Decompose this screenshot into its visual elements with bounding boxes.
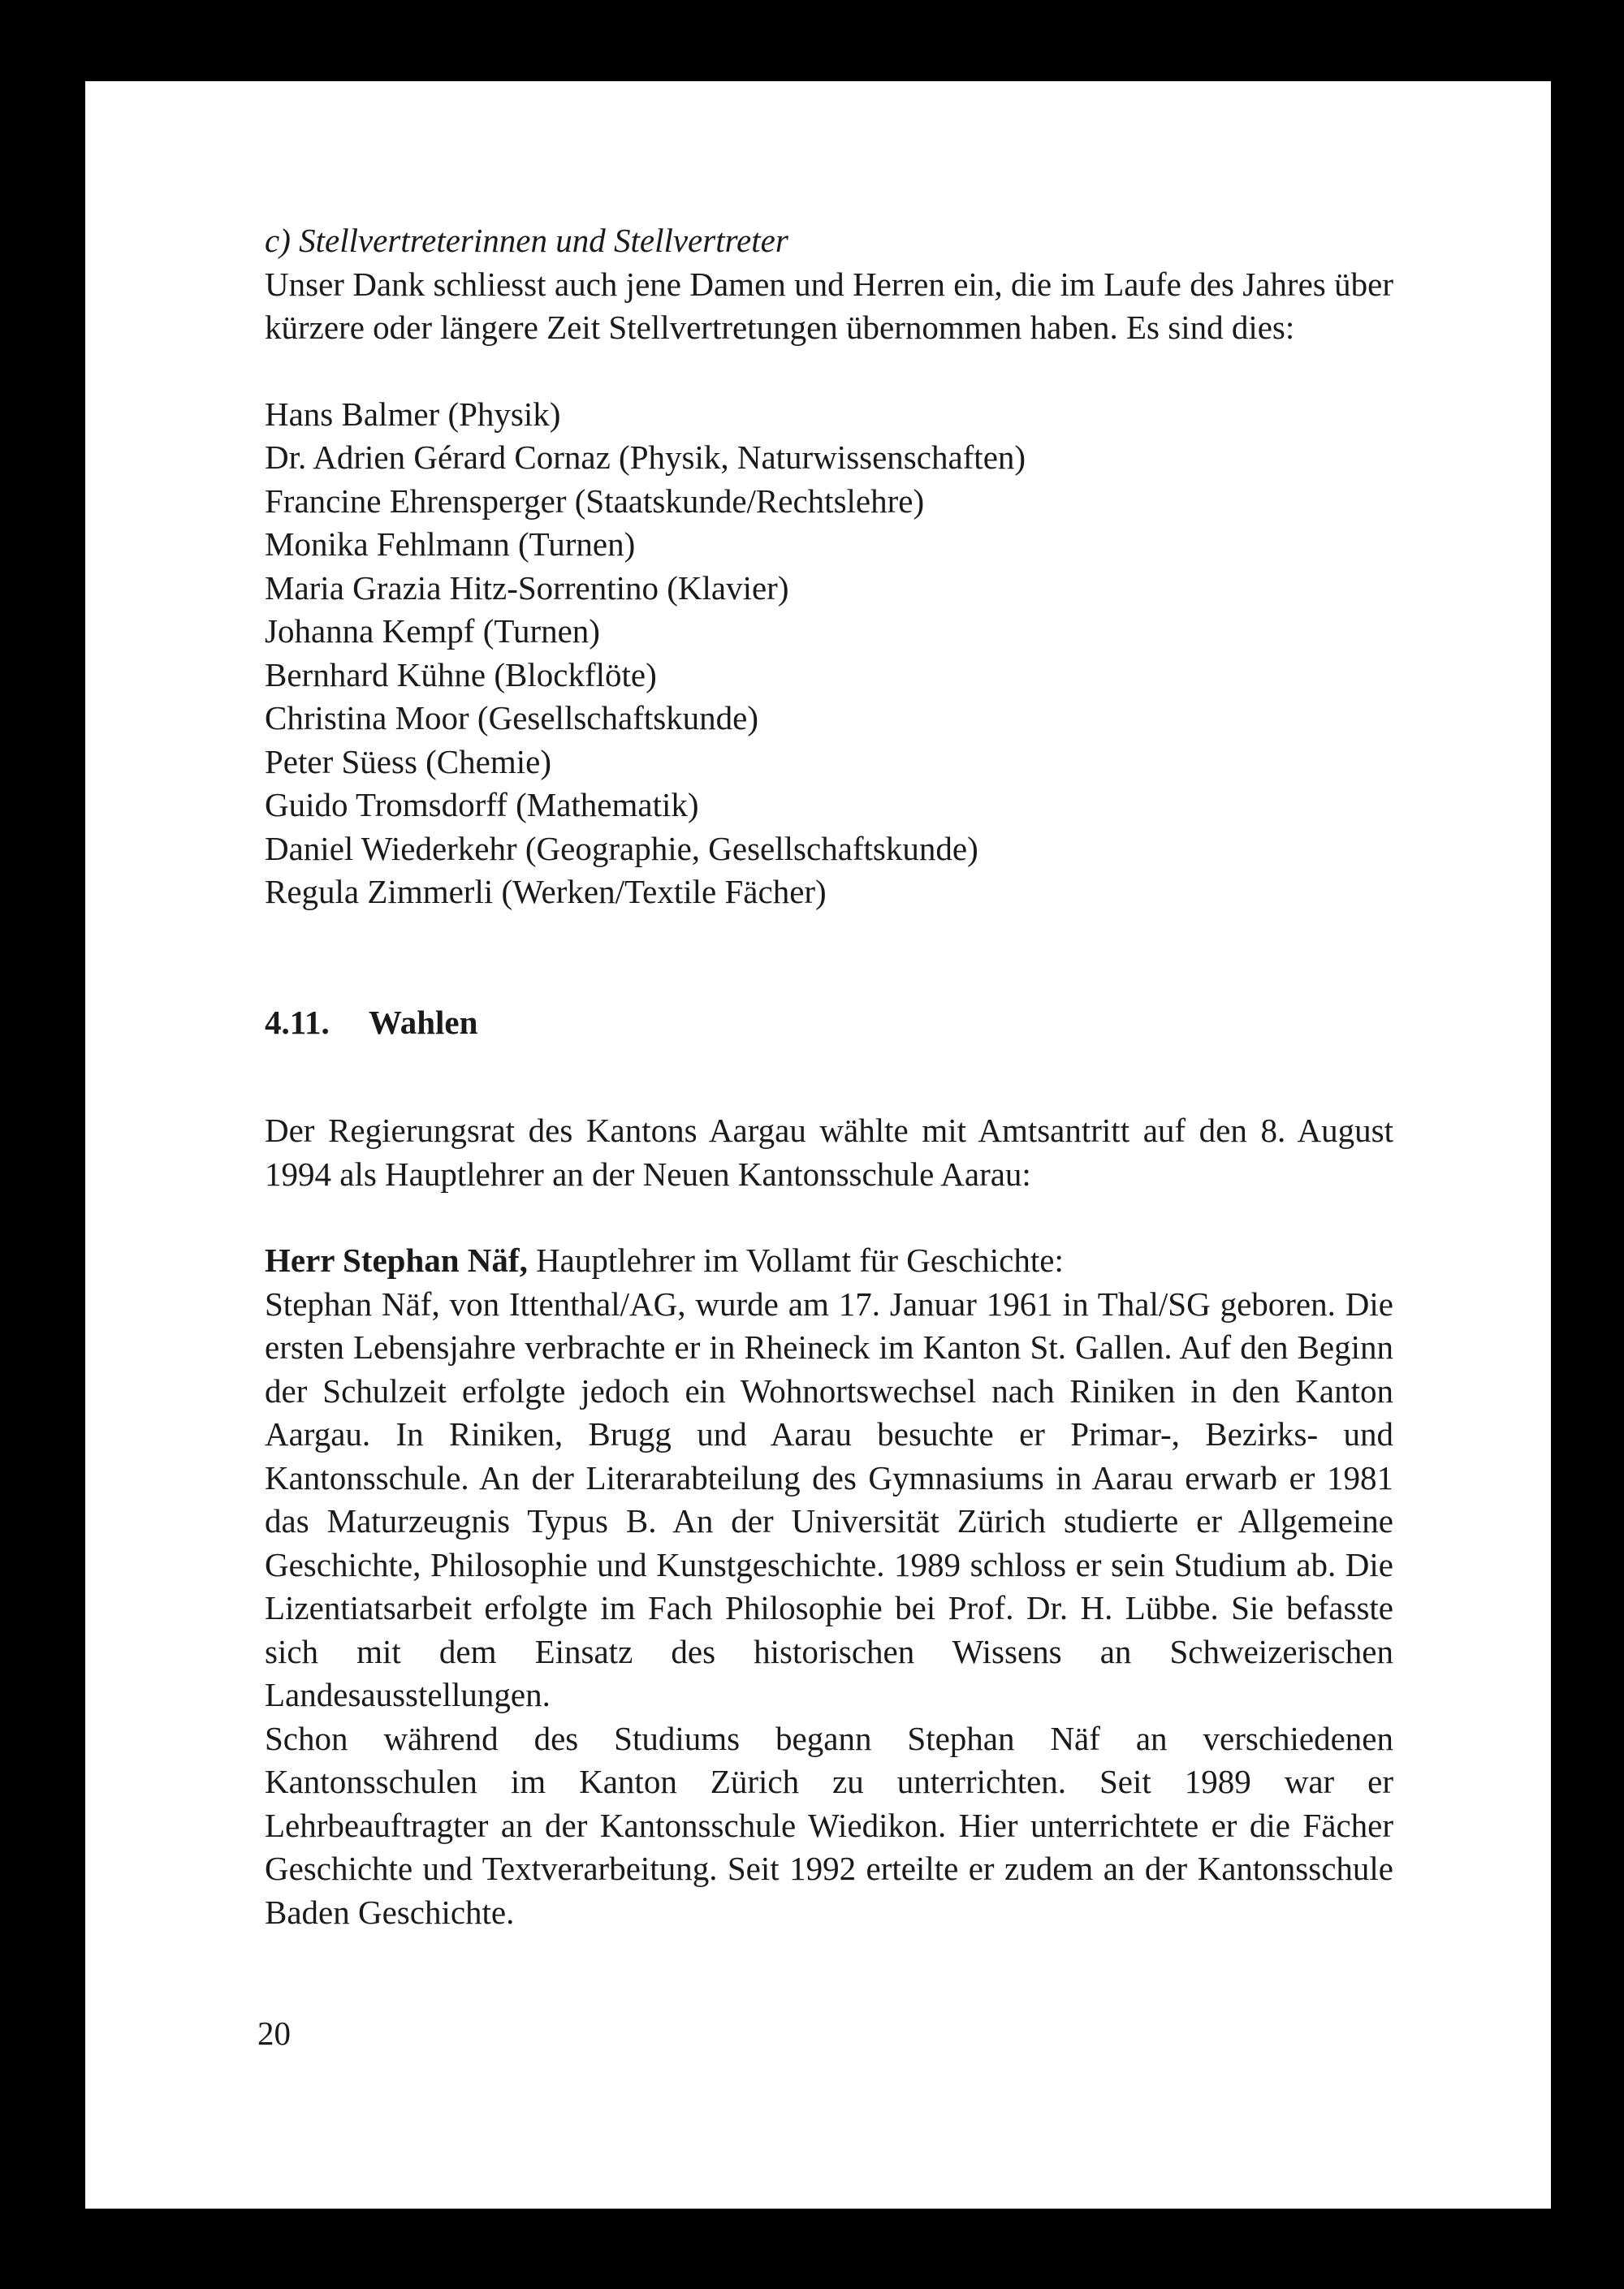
- subsection-title: c) Stellvertreterinnen und Stellvertreter: [265, 222, 788, 259]
- list-item: Guido Tromsdorff (Mathematik): [265, 786, 699, 823]
- list-item: Monika Fehlmann (Turnen): [265, 525, 636, 563]
- list-item: Peter Süess (Chemie): [265, 742, 551, 780]
- section-number: 4.11.: [265, 1003, 330, 1041]
- list-item: Daniel Wiederkehr (Geographie, Gesellschaftskunde): [265, 829, 978, 867]
- list-item: Hans Balmer (Physik): [265, 395, 561, 433]
- list-item: Christina Moor (Gesellschaftskunde): [265, 699, 759, 736]
- section-intro: Der Regierungsrat des Kantons Aargau wählte mit Amtsantritt auf den 8. August 1994 als Hauptlehrer an der Neuen Kantonsschule Aarau:: [265, 1112, 1393, 1193]
- substitute-teacher-list: [265, 393, 1393, 914]
- page-number: 20: [257, 2015, 291, 2052]
- subsection-intro: Unser Dank schliesst auch jene Damen und Herren ein, die im Laufe des Jahres über kürzere oder längere Zeit Stellvertretungen übernommen haben. Es sind dies:: [265, 265, 1393, 346]
- bio-heading: [265, 1239, 1393, 1283]
- bio-paragraph-2: Schon während des Studiums begann Stephan Näf an verschiedenen Kantonsschulen im Kanton Zürich zu unterrichten. Seit 1989 war er Lehrbeauftragter an der Kantonsschule Wiedikon. Hier unterrichtete er die Fächer Geschichte und Textverarbeitung. Seit 1992 erteilte er zudem an der Kantonsschule Baden Geschichte.: [265, 1719, 1393, 1931]
- document-page: [85, 81, 1551, 2209]
- bio-role: Hauptlehrer im Vollamt für Geschichte:: [527, 1242, 1064, 1279]
- page-content: [265, 219, 1393, 1934]
- list-item: Regula Zimmerli (Werken/Textile Fächer): [265, 873, 827, 910]
- section-heading: [265, 1001, 1393, 1045]
- bio-paragraph-1: Stephan Näf, von Ittenthal/AG, wurde am 17. Januar 1961 in Thal/SG geboren. Die ersten Lebensjahre verbrachte er in Rheineck im Kanton St. Gallen. Auf den Beginn der Schulzeit erfolgte jedoch ein Wohnortswechsel nach Riniken in den Kanton Aargau. In Riniken, Brugg und Aarau besuchte er Primar-, Bezirks- und Kantonsschule. An der Literarabteilung des Gymnasiums in Aarau erwarb er 1981 das Maturzeugnis Typus B. An der Universität Zürich studierte er Allgemeine Geschichte, Philosophie und Kunstgeschichte. 1989 schloss er sein Studium ab. Die Lizentiatsarbeit erfolgte im Fach Philosophie bei Prof. Dr. H. Lübbe. Sie befasste sich mit dem Einsatz des historischen Wissens an Schweizerischen Landesausstellungen.: [265, 1285, 1393, 1713]
- list-item: Bernhard Kühne (Blockflöte): [265, 655, 657, 693]
- list-item: Maria Grazia Hitz-Sorrentino (Klavier): [265, 568, 789, 607]
- list-item: Francine Ehrensperger (Staatskunde/Rechtslehre): [265, 482, 925, 520]
- bio-name: Herr Stephan Näf,: [265, 1242, 528, 1279]
- list-item: Johanna Kempf (Turnen): [265, 612, 600, 650]
- list-item: Dr. Adrien Gérard Cornaz (Physik, Naturwissenschaften): [265, 438, 1026, 476]
- section-title: Wahlen: [369, 1003, 478, 1041]
